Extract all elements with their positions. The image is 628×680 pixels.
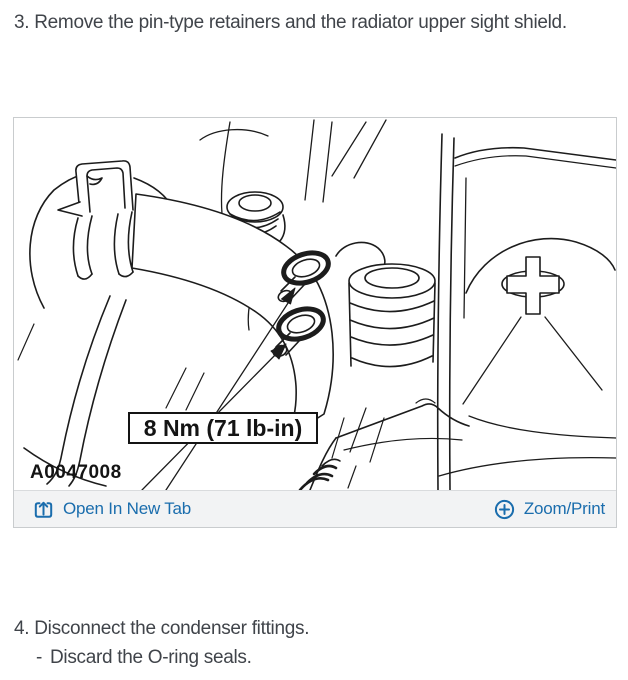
figure-id-code: A0047008	[30, 462, 122, 483]
pin-type-retainer-clip	[58, 161, 133, 216]
circle-plus-icon	[494, 499, 515, 520]
open-in-new-tab-link[interactable]	[33, 499, 191, 520]
figure-panel	[13, 117, 617, 528]
open-in-new-tab-label: Open In New Tab	[63, 499, 192, 518]
torque-spec-callout: 8 Nm (71 lb-in)	[128, 412, 318, 444]
figure-toolbar	[14, 490, 616, 527]
cross-slot	[507, 257, 559, 314]
open-in-new-tab-icon	[33, 499, 54, 520]
panel-divider	[438, 134, 466, 490]
step-4-sub-bullet	[14, 647, 614, 669]
step-4-block	[14, 618, 614, 669]
lower-duct	[300, 399, 469, 490]
hose-clamp	[74, 212, 134, 279]
sub-bullet-text: Discard the O-ring seals.	[50, 647, 252, 668]
zoom-print-link[interactable]	[494, 499, 605, 520]
ribbed-cylinder	[349, 264, 435, 375]
step-4-text: 4. Disconnect the condenser fittings.	[14, 618, 310, 639]
figure-image-area	[14, 118, 616, 490]
bullet-dash: -	[36, 647, 43, 668]
step-3-text: 3. Remove the pin-type retainers and the radiator upper sight shield.	[14, 12, 567, 33]
zoom-print-label: Zoom/Print	[523, 499, 605, 518]
